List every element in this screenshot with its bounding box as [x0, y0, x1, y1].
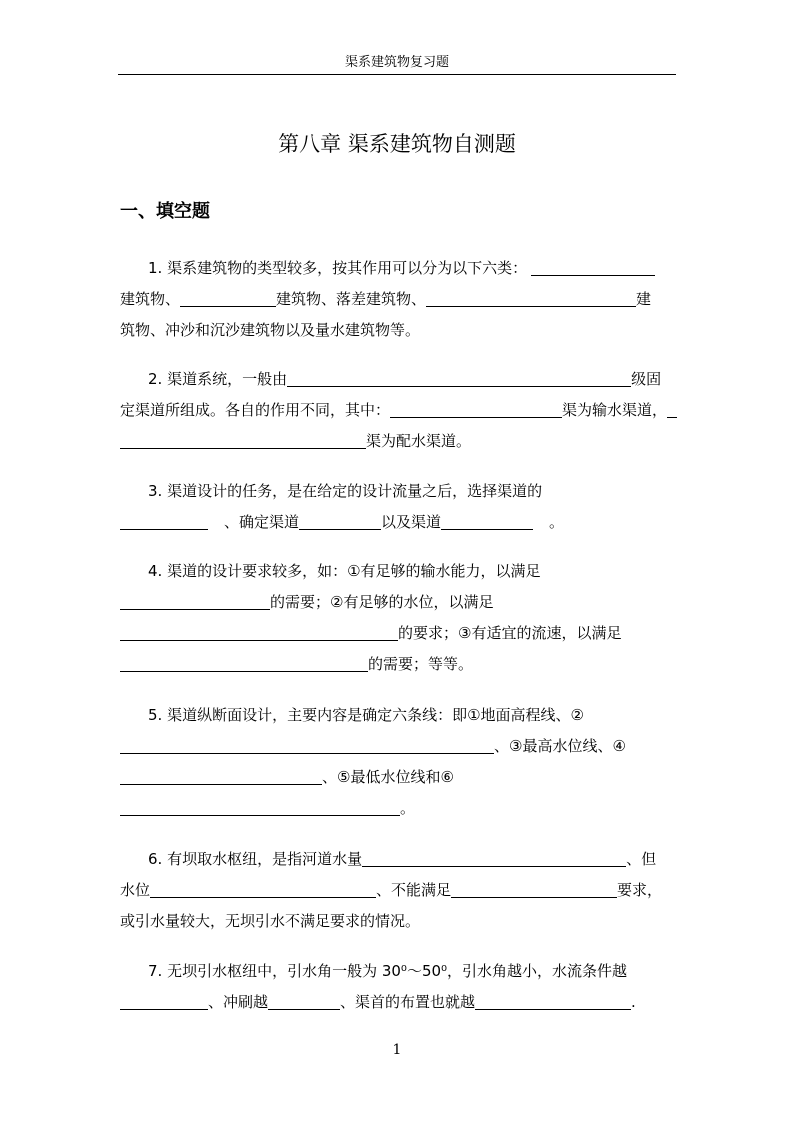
blank: [120, 511, 208, 530]
question-5-text: 。: [400, 799, 416, 817]
question-3-text: 以及渠道: [381, 513, 442, 531]
question-7-text: 、冲刷越: [208, 993, 269, 1011]
blank: [120, 797, 400, 816]
blank: [120, 591, 270, 610]
question-2-text: 定渠道所组成。各自的作用不同，其中：: [120, 401, 391, 419]
blank: [287, 368, 631, 387]
question-2-text: 渠为配水渠道。: [366, 432, 472, 450]
question-1-text: 建筑物、: [120, 290, 181, 308]
blank: [299, 511, 381, 530]
question-1-text: 建: [636, 290, 652, 308]
blank: [120, 653, 368, 672]
question-4-text: 4. 渠道的设计要求较多，如：①有足够的输水能力，以满足: [148, 562, 541, 580]
header-divider: [118, 74, 676, 75]
question-5-text: 、⑤最低水位线和⑥: [322, 768, 454, 786]
question-3-text: 。: [549, 513, 565, 531]
question-6: [120, 844, 688, 937]
blank: [451, 879, 617, 898]
blank: [268, 991, 340, 1010]
question-4: [120, 556, 688, 680]
question-2-text: 级固: [631, 370, 662, 388]
question-2-text: 2. 渠道系统，一般由: [148, 370, 288, 388]
question-3-text: 3. 渠道设计的任务，是在给定的设计流量之后，选择渠道的: [148, 482, 543, 500]
question-6-text: 要求，: [617, 881, 663, 899]
question-5-text: 5. 渠道纵断面设计，主要内容是确定六条线：即①地面高程线、②: [148, 706, 584, 724]
blank: [120, 622, 398, 641]
question-5: [120, 700, 688, 824]
question-7-text: 、渠首的布置也就越: [340, 993, 476, 1011]
blank: [426, 288, 636, 307]
question-6-text: 6. 有坝取水枢纽，是指河道水量: [148, 850, 363, 868]
blank: [441, 511, 533, 530]
question-2-text: 渠为输水渠道，: [562, 401, 668, 419]
blank: [180, 288, 276, 307]
question-5-text: 、③最高水位线、④: [494, 737, 626, 755]
question-6-text: 、但: [626, 850, 657, 868]
question-1-text: 建筑物、落差建筑物、: [276, 290, 427, 308]
question-6-text: 或引水量较大，无坝引水不满足要求的情况。: [120, 912, 421, 930]
question-2: [120, 364, 688, 457]
question-4-text: 的需要；②有足够的水位，以满足: [270, 593, 494, 611]
question-3-text: 、确定渠道: [224, 513, 300, 531]
question-7-text: 7. 无坝引水枢纽中，引水角一般为 30⁰～50⁰，引水角越小，水流条件越: [148, 962, 628, 980]
blank: [362, 848, 626, 867]
blank: [667, 399, 677, 418]
question-4-text: 的需要；等等。: [368, 655, 474, 673]
blank: [120, 991, 208, 1010]
blank: [531, 257, 655, 276]
question-7: [120, 956, 688, 1018]
blank: [390, 399, 562, 418]
page-header: 渠系建筑物复习题: [344, 55, 449, 70]
chapter-title: 第八章 渠系建筑物自测题: [278, 132, 516, 156]
page-number: 1: [392, 1042, 402, 1058]
question-6-text: 水位: [120, 881, 151, 899]
question-4-text: 的要求；③有适宜的流速，以满足: [398, 624, 622, 642]
blank: [150, 879, 376, 898]
question-1-text: 1. 渠系建筑物的类型较多，按其作用可以分为以下六类：: [148, 259, 528, 277]
question-6-text: 、不能满足: [376, 881, 452, 899]
question-7-text: .: [631, 993, 636, 1011]
blank: [120, 430, 366, 449]
blank: [120, 766, 322, 785]
blank: [120, 735, 494, 754]
question-1-text: 筑物、冲沙和沉沙建筑物以及量水建筑物等。: [120, 321, 421, 339]
question-3: [120, 476, 688, 538]
question-1: [120, 253, 688, 346]
blank: [475, 991, 631, 1010]
section-heading: 一、填空题: [120, 201, 210, 222]
